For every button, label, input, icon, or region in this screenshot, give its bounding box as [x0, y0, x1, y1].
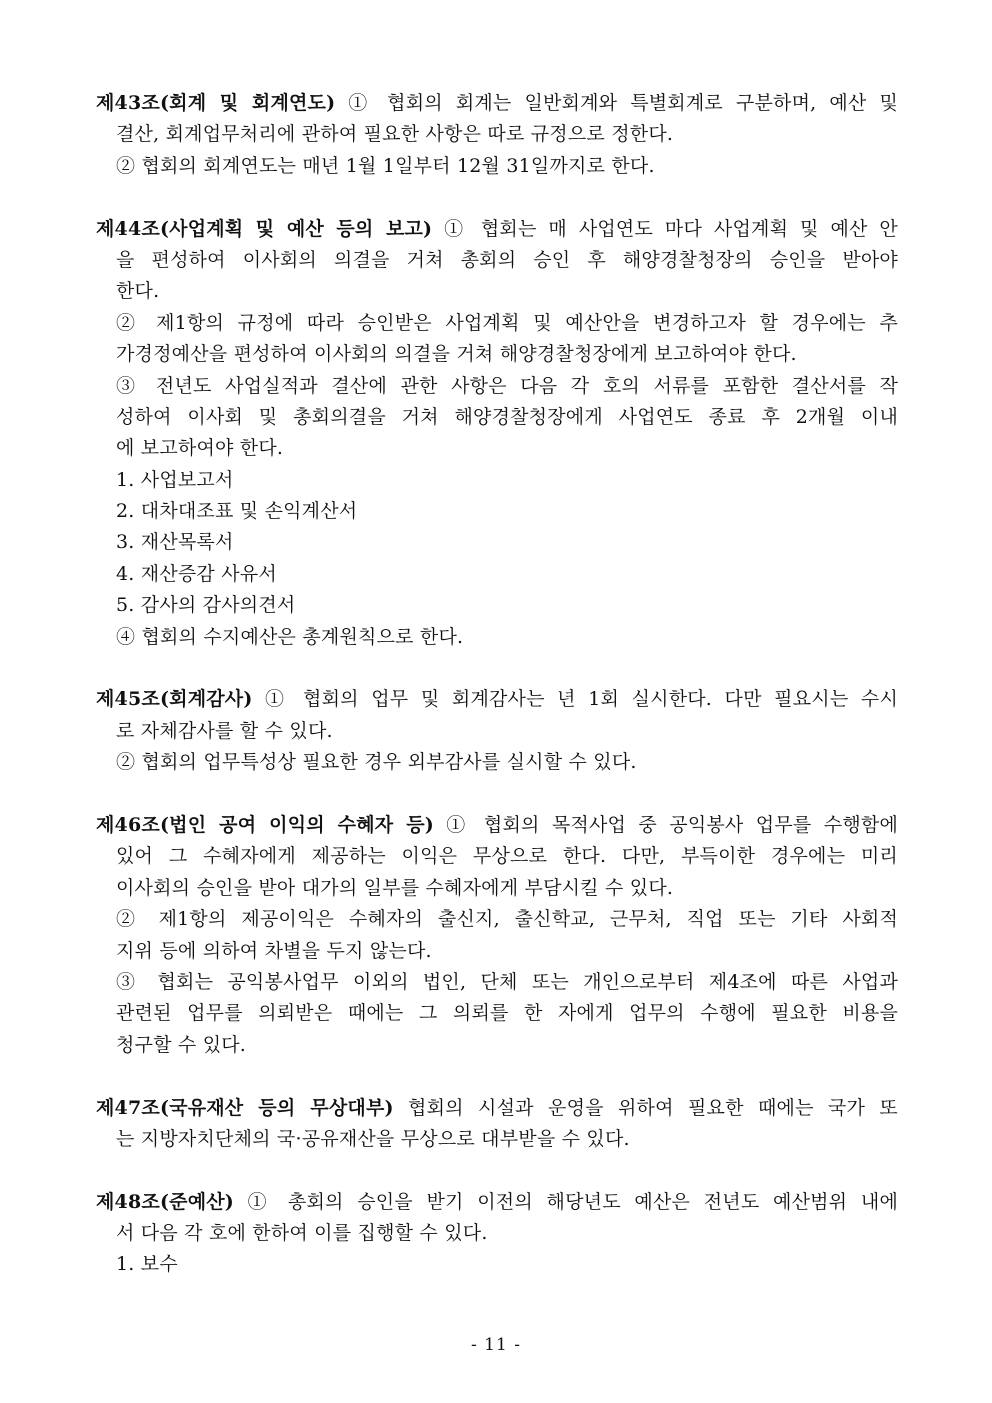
- article-line: 로 자체감사를 할 수 있다.: [116, 719, 333, 742]
- list-item: 1. 사업보고서: [116, 468, 234, 491]
- spacer: [96, 1061, 898, 1092]
- article-heading: 제48조(준예산): [96, 1190, 234, 1213]
- article-heading: 제44조(사업계획 및 예산 등의 보고): [96, 217, 433, 240]
- article-line: ② 제1항의 규정에 따라 승인받은 사업계획 및 예산안을 변경하고자 할 경우에는 추: [116, 311, 898, 334]
- article-line: 한다.: [116, 280, 160, 303]
- article-44: [96, 214, 898, 653]
- article-heading: 제45조(회계감사): [96, 688, 253, 711]
- page-number: - 11 -: [471, 1335, 521, 1355]
- spacer: [96, 182, 898, 213]
- article-line: ② 협회의 회계연도는 매년 1월 1일부터 12월 31일까지로 한다.: [116, 154, 655, 177]
- spacer: [96, 1155, 898, 1186]
- article-text: 협회의 시설과 운영을 위하여 필요한 때에는 국가 또: [393, 1096, 898, 1119]
- document-body: [96, 88, 898, 1281]
- article-line: 관련된 업무를 의뢰받은 때에는 그 의뢰를 한 자에게 업무의 수행에 필요한 비용을: [116, 1002, 898, 1025]
- article-first-line: [96, 810, 898, 841]
- article-line: 청구할 수 있다.: [116, 1033, 247, 1056]
- article-line: 을 편성하여 이사회의 의결을 거쳐 총회의 승인 후 해양경찰청장의 승인을 받아야: [116, 248, 898, 271]
- article-line: 결산, 회계업무처리에 관하여 필요한 사항은 따로 규정으로 정한다.: [116, 123, 674, 146]
- article-line: ② 협회의 업무특성상 필요한 경우 외부감사를 실시할 수 있다.: [116, 751, 637, 774]
- article-line: 지위 등에 의하여 차별을 두지 않는다.: [116, 939, 432, 962]
- article-text: ① 총회의 승인을 받기 이전의 해당년도 예산은 전년도 예산범위 내에: [234, 1190, 898, 1213]
- article-first-line: [96, 88, 898, 119]
- spacer: [96, 653, 898, 684]
- list-item: 5. 감사의 감사의견서: [116, 594, 296, 617]
- article-line: 서 다음 각 호에 한하여 이를 집행할 수 있다.: [116, 1222, 488, 1245]
- list-item: 3. 재산목록서: [116, 531, 234, 554]
- list-item: 2. 대차대조표 및 손익계산서: [116, 500, 358, 523]
- article-line: ③ 협회는 공익봉사업무 이외의 법인, 단체 또는 개인으로부터 제4조에 따른 사업과: [116, 970, 898, 993]
- article-line: 성하여 이사회 및 총회의결을 거쳐 해양경찰청장에게 사업연도 종료 후 2개월 이내: [116, 405, 898, 428]
- article-47: [96, 1093, 898, 1156]
- article-line: ② 제1항의 제공이익은 수혜자의 출신지, 출신학교, 근무처, 직업 또는 기타 사회적: [116, 908, 898, 931]
- article-text: ① 협회의 회계는 일반회계와 특별회계로 구분하며, 예산 및: [335, 92, 898, 114]
- article-heading: 제43조(회계 및 회계연도): [96, 92, 336, 114]
- article-first-line: [96, 1093, 898, 1124]
- article-48: [96, 1187, 898, 1281]
- article-line: 이사회의 승인을 받아 대가의 일부를 수혜자에게 부담시킬 수 있다.: [116, 876, 674, 899]
- article-line: ④ 협회의 수지예산은 총계원칙으로 한다.: [116, 625, 464, 648]
- article-text: ① 협회는 매 사업연도 마다 사업계획 및 예산 안: [432, 217, 898, 240]
- list-item: 1. 보수: [116, 1253, 178, 1276]
- article-heading: 제47조(국유재산 등의 무상대부): [96, 1096, 394, 1119]
- article-line: 에 보고하여야 한다.: [116, 437, 284, 460]
- article-first-line: [96, 684, 898, 715]
- article-line: 는 지방자치단체의 국·공유재산을 무상으로 대부받을 수 있다.: [116, 1127, 630, 1150]
- article-43: [96, 88, 898, 182]
- article-text: ① 협회의 목적사업 중 공익봉사 업무를 수행함에: [433, 813, 898, 836]
- article-heading: 제46조(법인 공여 이익의 수혜자 등): [96, 813, 434, 836]
- spacer: [96, 779, 898, 810]
- article-line: 가경정예산을 편성하여 이사회의 의결을 거쳐 해양경찰청장에게 보고하여야 한다.: [116, 343, 797, 366]
- list-item: 4. 재산증감 사유서: [116, 562, 277, 585]
- article-46: [96, 810, 898, 1061]
- article-45: [96, 684, 898, 778]
- article-first-line: [96, 1187, 898, 1218]
- article-line: 있어 그 수혜자에게 제공하는 이익은 무상으로 한다. 다만, 부득이한 경우에는 미리: [116, 845, 898, 868]
- article-text: ① 협회의 업무 및 회계감사는 년 1회 실시한다. 다만 필요시는 수시: [252, 688, 898, 711]
- article-first-line: [96, 214, 898, 245]
- article-line: ③ 전년도 사업실적과 결산에 관한 사항은 다음 각 호의 서류를 포함한 결산서를 작: [116, 374, 898, 397]
